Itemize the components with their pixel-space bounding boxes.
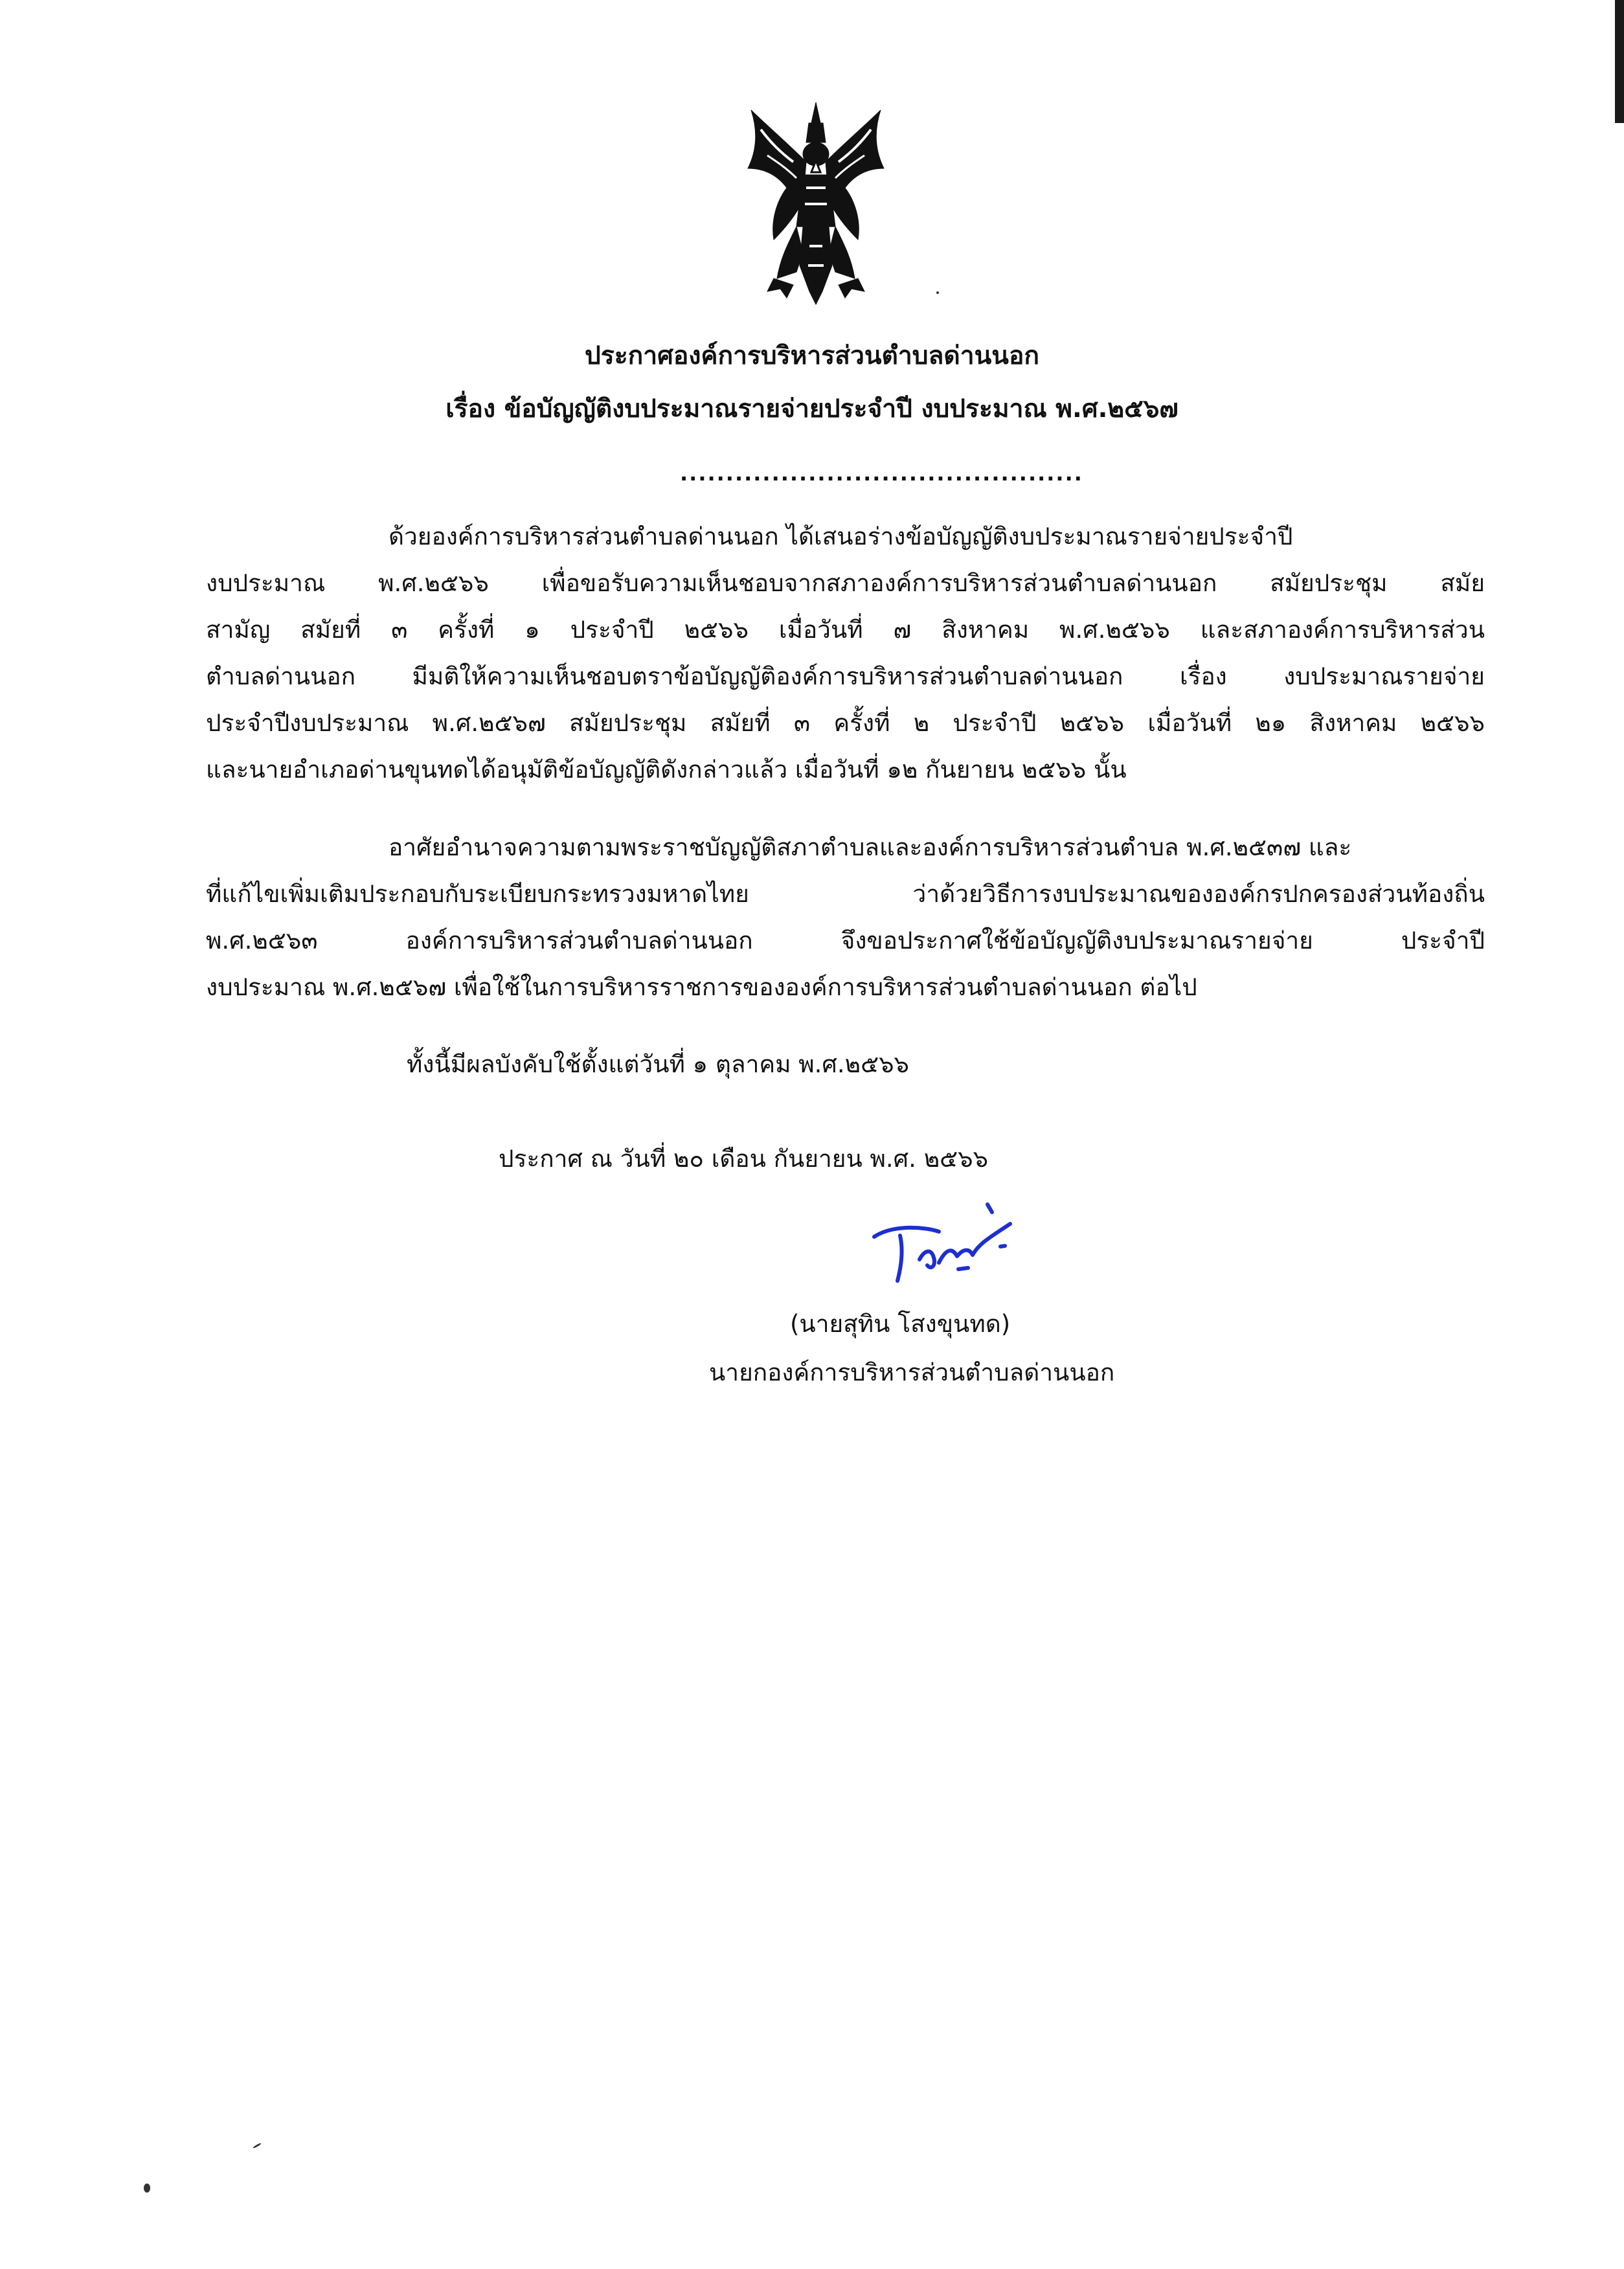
paragraph-2-line: พ.ศ.๒๕๖๓ องค์การบริหารส่วนตำบลด่านนอก จึงขอประกาศใช้ข้อบัญญัติงบประมาณรายจ่าย ประจำปี	[206, 927, 1485, 954]
scan-edge-mark	[1615, 0, 1624, 123]
paragraph-1-line: ตำบลด่านนอก มีมติให้ความเห็นชอบตราข้อบัญญัติองค์การบริหารส่วนตำบลด่านนอก เรื่อง งบประมาณรายจ่าย	[206, 662, 1485, 690]
garuda-emblem-icon	[741, 97, 890, 311]
announcement-title: ประกาศองค์การบริหารส่วนตำบลด่านนอก	[584, 341, 1040, 370]
signer-name: (นายสุทิน โสงขุนทด)	[790, 1310, 1011, 1338]
paragraph-2-line: งบประมาณ พ.ศ.๒๕๖๗ เพื่อใช้ในการบริหารราชการขององค์การบริหารส่วนตำบลด่านนอก ต่อไป	[206, 973, 1197, 1001]
signer-title: นายกองค์การบริหารส่วนตำบลด่านนอก	[709, 1359, 1115, 1386]
paragraph-1-line: งบประมาณ พ.ศ.๒๕๖๖ เพื่อขอรับความเห็นชอบจากสภาองค์การบริหารส่วนตำบลด่านนอก สมัยประชุม สมัย	[206, 569, 1485, 597]
header-divider: ............................................	[680, 461, 1083, 486]
paragraph-2-line: ที่แก้ไขเพิ่มเติมประกอบกับระเบียบกระทรวงมหาดไทย ว่าด้วยวิธีการงบประมาณขององค์กรปกครองส่วนท้องถิ่น	[206, 880, 1485, 908]
paragraph-1-line: ประจำปีงบประมาณ พ.ศ.๒๕๖๗ สมัยประชุม สมัยที่ ๓ ครั้งที่ ๒ ประจำปี ๒๕๖๖ เมื่อวันที่ ๒๑ สิงหาคม ๒๕๖๖	[206, 709, 1485, 737]
scan-speck	[144, 2184, 150, 2193]
paragraph-1-line: สามัญ สมัยที่ ๓ ครั้งที่ ๑ ประจำปี ๒๕๖๖ เมื่อวันที่ ๗ สิงหาคม พ.ศ.๒๕๖๖ และสภาองค์การบริหารส่วน	[206, 616, 1485, 644]
effective-date: ทั้งนี้มีผลบังคับใช้ตั้งแต่วันที่ ๑ ตุลาคม พ.ศ.๒๕๖๖	[407, 1050, 910, 1078]
announcement-dateline: ประกาศ ณ วันที่ ๒๐ เดือน กันยายน พ.ศ. ๒๕๖๖	[499, 1145, 989, 1173]
scan-speck	[936, 291, 939, 294]
paragraph-1-line: ด้วยองค์การบริหารส่วนตำบลด่านนอก ได้เสนอร่างข้อบัญญัติงบประมาณรายจ่ายประจำปี	[389, 523, 1293, 550]
paragraph-1-line: และนายอำเภอด่านขุนทดได้อนุมัติข้อบัญญัติดังกล่าวแล้ว เมื่อวันที่ ๑๒ กันยายน ๒๕๖๖ นั้น	[206, 756, 1127, 784]
announcement-subject: เรื่อง ข้อบัญญัติงบประมาณรายจ่ายประจำปี งบประมาณ พ.ศ.๒๕๖๗	[445, 394, 1179, 423]
handwritten-signature	[855, 1198, 1049, 1295]
scan-speck	[253, 2143, 262, 2149]
paragraph-2-line: อาศัยอำนาจความตามพระราชบัญญัติสภาตำบลและองค์การบริหารส่วนตำบล พ.ศ.๒๕๓๗ และ	[389, 833, 1352, 861]
